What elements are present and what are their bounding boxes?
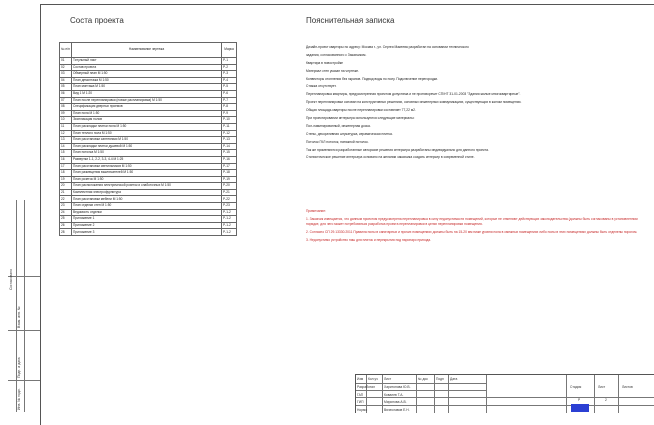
col-sheet: Марка bbox=[222, 43, 237, 58]
row-number: 09 bbox=[60, 110, 72, 117]
row-name: План теплого пола М 1:50 bbox=[72, 130, 222, 137]
row-name: План раскладки плитки душевой М 1:50 bbox=[72, 143, 222, 150]
row-number: 22 bbox=[60, 196, 72, 203]
blue-marker bbox=[571, 404, 589, 412]
table-row bbox=[60, 143, 237, 150]
table-row bbox=[60, 117, 237, 124]
row-number: 24 bbox=[60, 209, 72, 216]
table-row bbox=[60, 183, 237, 190]
row-name: План отделки стен М 1:50 bbox=[72, 203, 222, 210]
title-block-role: ГИП bbox=[357, 400, 364, 404]
row-name: Спецификация дверных проемов bbox=[72, 104, 222, 111]
row-number: 08 bbox=[60, 104, 72, 111]
row-number: 04 bbox=[60, 77, 72, 84]
row-number: 07 bbox=[60, 97, 72, 104]
stage-value: Р bbox=[578, 398, 581, 402]
table-row bbox=[60, 71, 237, 78]
row-sheet: Р-18 bbox=[222, 170, 237, 177]
row-sheet: Р-14 bbox=[222, 143, 237, 150]
row-name: Состав проекта bbox=[72, 64, 222, 71]
row-number: 06 bbox=[60, 90, 72, 97]
row-name: Приложение 3 bbox=[72, 229, 222, 236]
remark-item: 3. Недопустимо устройство ниш для плиток и перекрытия под паронаро прихода. bbox=[306, 238, 432, 242]
table-row bbox=[60, 123, 237, 130]
notes-title: Пояснительная записка bbox=[306, 16, 395, 25]
title-block-name: Миронова А.В. bbox=[384, 400, 407, 404]
row-number: 05 bbox=[60, 84, 72, 91]
title-block-role: Разработал bbox=[357, 385, 375, 389]
row-sheet: Р-9 bbox=[222, 110, 237, 117]
notes-body bbox=[306, 45, 636, 163]
col-name: Наименование чертежа bbox=[72, 43, 222, 58]
row-sheet: Р-10 bbox=[222, 117, 237, 124]
row-sheet: Р-23 bbox=[222, 203, 237, 210]
title-block-header: Подп bbox=[436, 377, 444, 381]
row-sheet: Р-3 bbox=[222, 71, 237, 78]
remarks-title: Примечание: bbox=[306, 209, 326, 213]
row-name: План после перепланировки (новые распланировка) М 1:50 bbox=[72, 97, 222, 104]
notes-paragraph: Квартира в новостройке bbox=[306, 60, 344, 65]
row-sheet: Р-7 bbox=[222, 97, 237, 104]
col-num: № п/п bbox=[60, 43, 72, 58]
row-sheet: Р-13 bbox=[222, 137, 237, 144]
notes-paragraph: Потолок ГКЛ потолок, натяжной потолок. bbox=[306, 139, 369, 144]
notes-paragraph: Дизайн-проект квартиры по адресу: Москва г., ул. Сергея Макеева разработан на основании технического bbox=[306, 45, 469, 49]
notes-paragraph: Так же применяются разработанные авторские решения интерьера разработаны индивидуально для данного проекта. bbox=[306, 147, 489, 152]
table-row bbox=[60, 222, 237, 229]
stamp-label-inv: Инв. № подл. bbox=[17, 388, 21, 410]
table-row bbox=[60, 64, 237, 71]
row-number: 23 bbox=[60, 203, 72, 210]
table-row bbox=[60, 150, 237, 157]
stamp-label-replace: Взам. инв. № bbox=[17, 306, 21, 328]
table-row bbox=[60, 77, 237, 84]
row-name: План расстановки сантехники М 1:50 bbox=[72, 137, 222, 144]
title-block-role: ГАП bbox=[357, 392, 364, 397]
title-block-header: № док bbox=[418, 377, 428, 381]
row-name: План расстановки светильников М 1:50 bbox=[72, 163, 222, 170]
remark-item: 1. Заказчик извещается, что данным проектом предусмотрена перепланировка в силу недопустимости помещений, которые не отменяют действующих законодательства (должны быть согласованы в установленном порядке, для чего может потребоваться разработка проекта перепланировки в целях перепланировки помещения. bbox=[306, 217, 638, 226]
row-sheet: Р-16 bbox=[222, 156, 237, 163]
table-row bbox=[60, 170, 237, 177]
row-sheet: Р-2 bbox=[222, 64, 237, 71]
title-block-header: Кол.уч bbox=[368, 377, 378, 381]
title-block-header: Лист bbox=[384, 377, 392, 381]
table-row bbox=[60, 163, 237, 170]
sheet-value: 2 bbox=[605, 398, 607, 402]
row-name: Титульный лист bbox=[72, 58, 222, 65]
row-sheet: Р-12 bbox=[222, 130, 237, 137]
title-block-name: Харитонова Ю.В. bbox=[384, 385, 411, 389]
row-number: 17 bbox=[60, 163, 72, 170]
notes-paragraph: Стяжка отсутствует. bbox=[306, 84, 337, 89]
row-number: 02 bbox=[60, 64, 72, 71]
stage-label: Стадия bbox=[570, 385, 582, 389]
row-sheet: Р-8 bbox=[222, 104, 237, 111]
table-row bbox=[60, 137, 237, 144]
stamp-label-agreed: Согласовано bbox=[9, 268, 13, 290]
row-sheet: Р-1-2 bbox=[222, 229, 237, 236]
sheets-label: Листов bbox=[622, 385, 633, 389]
table-row bbox=[60, 90, 237, 97]
table-row bbox=[60, 130, 237, 137]
row-sheet: Р-15 bbox=[222, 150, 237, 157]
table-row bbox=[60, 58, 237, 65]
title-block-header: Изм bbox=[357, 377, 364, 381]
table-row bbox=[60, 189, 237, 196]
row-number: 18 bbox=[60, 170, 72, 177]
row-sheet: Р-1-2 bbox=[222, 209, 237, 216]
row-sheet: Р-1-2 bbox=[222, 216, 237, 223]
remark-item: 2. Согласно СП 29.13330.2011 Правила полы в санитарных и прочих помещениях должны быть на 15-20 мм ниже уровня пола в смежных помещениях либо полы в этих помещениях должны быть отделены порогом. bbox=[306, 230, 638, 234]
row-number: 21 bbox=[60, 189, 72, 196]
row-sheet: Р-6 bbox=[222, 90, 237, 97]
row-name: Комплектная электрофурнитура bbox=[72, 189, 222, 196]
row-sheet: Р-1-2 bbox=[222, 222, 237, 229]
row-sheet: Р-4 bbox=[222, 77, 237, 84]
row-number: 25 bbox=[60, 216, 72, 223]
title-block-role: Нормо bbox=[357, 407, 368, 412]
row-number: 01 bbox=[60, 58, 72, 65]
table-row bbox=[60, 203, 237, 210]
row-name: Ведомость отделки bbox=[72, 209, 222, 216]
table-row bbox=[60, 216, 237, 223]
row-number: 26 bbox=[60, 222, 72, 229]
notes-paragraph: При проектировании интерьера используются следующие материалы: bbox=[306, 116, 415, 121]
row-number: 15 bbox=[60, 150, 72, 157]
row-name: Приложение 1 bbox=[72, 216, 222, 223]
notes-paragraph: Стены, декоративная штукатурка, керамическая плитка. bbox=[306, 131, 393, 136]
notes-paragraph: Материал стен указан на чертеже. bbox=[306, 68, 360, 73]
composition-table bbox=[59, 42, 237, 236]
notes-paragraph: Общая площадь квартиры после перепланировки составляет 77,22 м2. bbox=[306, 108, 416, 113]
table-row bbox=[60, 196, 237, 203]
title-block-name: Ковалев Т.А. bbox=[384, 392, 404, 397]
row-sheet: Р-11 bbox=[222, 123, 237, 130]
table-row bbox=[60, 156, 237, 163]
row-number: 28 bbox=[60, 229, 72, 236]
row-name: План монтажа М 1:50 bbox=[72, 84, 222, 91]
row-sheet: Р-17 bbox=[222, 163, 237, 170]
table-row bbox=[60, 84, 237, 91]
row-name: План расстановки мебели М 1:50 bbox=[72, 196, 222, 203]
row-name: Экспликация полов bbox=[72, 117, 222, 124]
row-number: 16 bbox=[60, 156, 72, 163]
stamp-label-sign-date: Подп. и дата bbox=[17, 357, 21, 378]
notes-paragraph: Конвекторы отопления без экранов. Подвод воды по полу. Подключение перегородки. bbox=[306, 76, 439, 81]
row-number: 10 bbox=[60, 117, 72, 124]
row-number: 20 bbox=[60, 183, 72, 190]
table-row bbox=[60, 110, 237, 117]
table-row bbox=[60, 176, 237, 183]
row-name: План потолка М 1:50 bbox=[72, 150, 222, 157]
row-name: План раскладки плитки пола М 1:50 bbox=[72, 123, 222, 130]
row-name: Обмерный план М 1:50 bbox=[72, 71, 222, 78]
notes-paragraph: задания, согласованного с Заказчиком. bbox=[306, 52, 367, 57]
row-name: План пола М 1:50 bbox=[72, 110, 222, 117]
row-name: План размещения выключателей М 1:50 bbox=[72, 170, 222, 177]
notes-paragraph: Проект перепланировки основан на конструктивных решениях, основных инженерных коммуникациях, существующих в жилом помещении. bbox=[306, 100, 522, 105]
table-row bbox=[60, 229, 237, 236]
row-sheet: Р-22 bbox=[222, 196, 237, 203]
row-sheet: Р-20 bbox=[222, 183, 237, 190]
row-name: План демонтажа М 1:50 bbox=[72, 77, 222, 84]
row-sheet: Р-1 bbox=[222, 58, 237, 65]
row-name: Развертки 1-1, 2-2, 3-3, 4-4 М 1:25 bbox=[72, 156, 222, 163]
row-sheet: Р-21 bbox=[222, 189, 237, 196]
table-row bbox=[60, 97, 237, 104]
row-sheet: Р-5 bbox=[222, 84, 237, 91]
row-name: План расположения электрической розеток и слаботочных М 1:50 bbox=[72, 183, 222, 190]
row-number: 12 bbox=[60, 130, 72, 137]
row-name: План розеток М 1:50 bbox=[72, 176, 222, 183]
title-block-header: Дата bbox=[450, 377, 458, 381]
notes-paragraph: Пол-ламинированный, инженерная доска. bbox=[306, 123, 371, 128]
table-row bbox=[60, 104, 237, 111]
row-number: 03 bbox=[60, 71, 72, 78]
composition-title: Соста проекта bbox=[70, 16, 124, 25]
title-block-name: Вячеславов Е.Н. bbox=[384, 407, 410, 412]
title-block bbox=[355, 374, 654, 413]
row-sheet: Р-19 bbox=[222, 176, 237, 183]
notes-paragraph: Стилистическое решение интерьера основано на желании заказчика создать интерьер в современной стиле. bbox=[306, 155, 475, 160]
notes-paragraph: Перепланировка квартиры, предусмотренная проектом допустима и не противоречит СП/НТ 31-01-2003 "Здания жилые многоквартирные". bbox=[306, 92, 521, 97]
row-number: 13 bbox=[60, 137, 72, 144]
row-name: Приложение 2 bbox=[72, 222, 222, 229]
row-number: 14 bbox=[60, 143, 72, 150]
remarks bbox=[306, 209, 646, 246]
row-number: 11 bbox=[60, 123, 72, 130]
row-number: 19 bbox=[60, 176, 72, 183]
table-row bbox=[60, 209, 237, 216]
side-stamp bbox=[8, 200, 41, 412]
sheet-label: Лист bbox=[598, 385, 606, 389]
row-name: Вид 1 М 1:20 bbox=[72, 90, 222, 97]
